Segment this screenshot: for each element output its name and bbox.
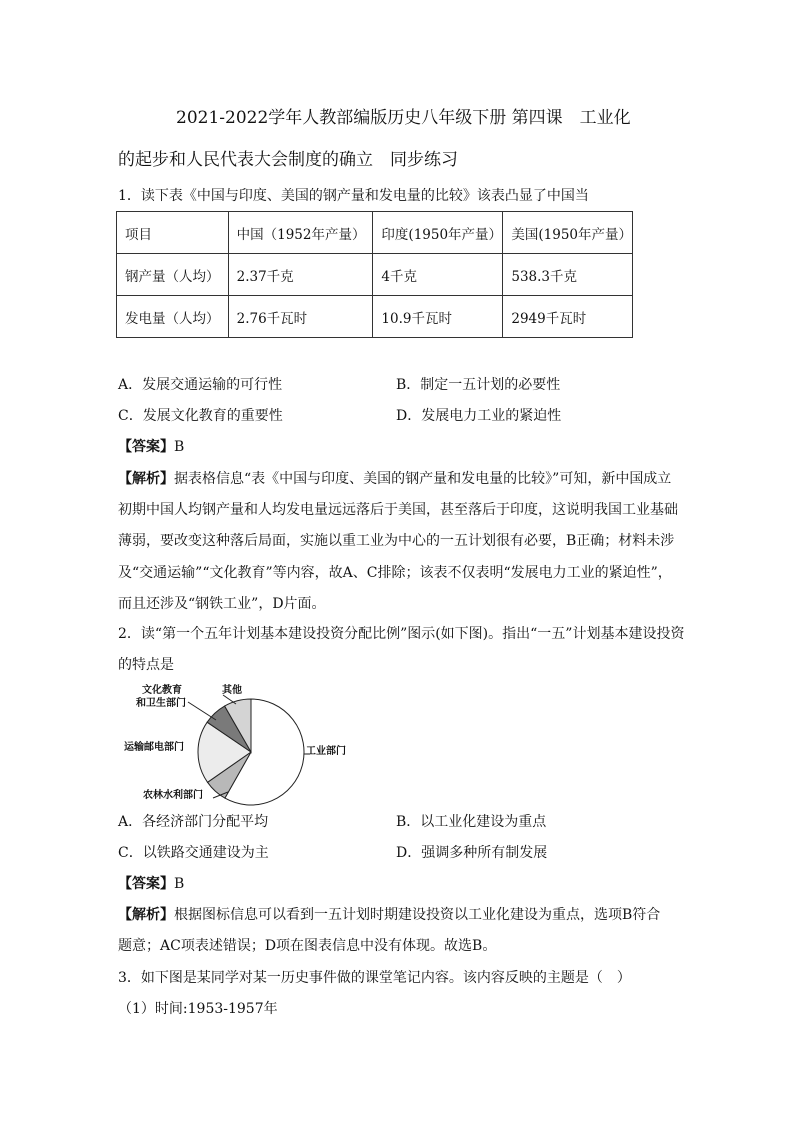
analysis-text: 据表格信息“表《中国与印度、美国的钢产量和发电量的比较》”可知，新中国成立 bbox=[174, 471, 672, 487]
table-cell: 538.3千克 bbox=[503, 254, 633, 296]
q1-analysis-line: 及“交通运输”“文化教育”等内容，故A、C排除；该表不仅表明“发展电力工业的紧迫性”， bbox=[118, 565, 672, 581]
label-culture-line1: 文化教育 bbox=[142, 685, 182, 696]
q2-answer bbox=[118, 874, 184, 894]
table-row bbox=[117, 296, 633, 338]
table-cell: 4千克 bbox=[373, 254, 503, 296]
q1-analysis-line: 初期中国人均钢产量和人均发电量远远落后于美国，甚至落后于印度，这说明我国工业基础 bbox=[118, 502, 678, 518]
table-row bbox=[117, 254, 633, 296]
table-header-cell: 项目 bbox=[117, 212, 229, 254]
q1-answer bbox=[118, 437, 184, 457]
q1-option-d: D．发展电力工业的紧迫性 bbox=[396, 408, 562, 424]
q1-option-a: A．发展交通运输的可行性 bbox=[118, 377, 283, 393]
label-transport: 运输邮电部门 bbox=[124, 742, 184, 753]
q2-option-c: C．以铁路交通建设为主 bbox=[118, 845, 269, 861]
answer-label: 【答案】 bbox=[118, 876, 174, 892]
q2-option-b: B．以工业化建设为重点 bbox=[396, 814, 547, 830]
q2-stem-line: 2．读“第一个五年计划基本建设投资分配比例”图示(如下图)。指出“一五”计划基本建设投资 bbox=[118, 626, 685, 642]
table-cell: 2949千瓦时 bbox=[503, 296, 633, 338]
analysis-label: 【解析】 bbox=[118, 907, 174, 923]
q1-stem: 1．读下表《中国与印度、美国的钢产量和发电量的比较》该表凸显了中国当 bbox=[118, 188, 589, 204]
q2-stem-line: 的特点是 bbox=[118, 657, 174, 673]
q2-analysis-line: 题意；AC项表述错误；D项在图表信息中没有体现。故选B。 bbox=[118, 938, 497, 954]
label-other: 其他 bbox=[222, 685, 242, 696]
analysis-text: 根据图标信息可以看到一五计划时期建设投资以工业化建设为重点，选项B符合 bbox=[174, 907, 661, 923]
q1-analysis-line: 薄弱，要改变这种落后局面，实施以重工业为中心的一五计划很有必要，B正确；材料未涉 bbox=[118, 533, 675, 549]
analysis-label: 【解析】 bbox=[118, 471, 174, 487]
label-industry: 工业部门 bbox=[306, 746, 346, 757]
table-cell: 发电量（人均） bbox=[117, 296, 229, 338]
q1-analysis-line: 而且还涉及“钢铁工业”，D片面。 bbox=[118, 596, 326, 612]
table-header-row bbox=[117, 212, 633, 254]
q2-analysis-line bbox=[118, 905, 660, 925]
table-header-cell: 中国（1952年产量） bbox=[228, 212, 373, 254]
leader-line-0 bbox=[188, 702, 216, 720]
answer-value: B bbox=[174, 439, 185, 455]
label-culture-line2: 和卫生部门 bbox=[136, 698, 186, 709]
table-cell: 2.76千瓦时 bbox=[228, 296, 373, 338]
table-cell: 钢产量（人均） bbox=[117, 254, 229, 296]
label-agri: 农林水利部门 bbox=[143, 790, 203, 801]
q3-note-line: （1）时间:1953-1957年 bbox=[118, 1001, 278, 1017]
answer-label: 【答案】 bbox=[118, 439, 174, 455]
q1-option-b: B．制定一五计划的必要性 bbox=[396, 377, 561, 393]
table-cell: 2.37千克 bbox=[228, 254, 373, 296]
q3-stem: 3．如下图是某同学对某一历史事件做的课堂笔记内容。该内容反映的主题是（ ） bbox=[118, 970, 631, 986]
q1-option-c: C．发展文化教育的重要性 bbox=[118, 408, 283, 424]
page-title-line2: 的起步和人民代表大会制度的确立 同步练习 bbox=[118, 150, 458, 170]
answer-value: B bbox=[174, 876, 185, 892]
table-header-cell: 印度(1950年产量） bbox=[373, 212, 503, 254]
table-cell: 10.9千瓦时 bbox=[373, 296, 503, 338]
table-header-cell: 美国(1950年产量） bbox=[503, 212, 633, 254]
q2-option-d: D．强调多种所有制发展 bbox=[396, 845, 548, 861]
q1-comparison-table bbox=[116, 211, 633, 338]
q1-analysis-line bbox=[118, 469, 671, 489]
page-title-line1: 2021-2022学年人教部编版历史八年级下册 第四课 工业化 bbox=[176, 108, 631, 128]
q2-option-a: A．各经济部门分配平均 bbox=[118, 814, 269, 830]
